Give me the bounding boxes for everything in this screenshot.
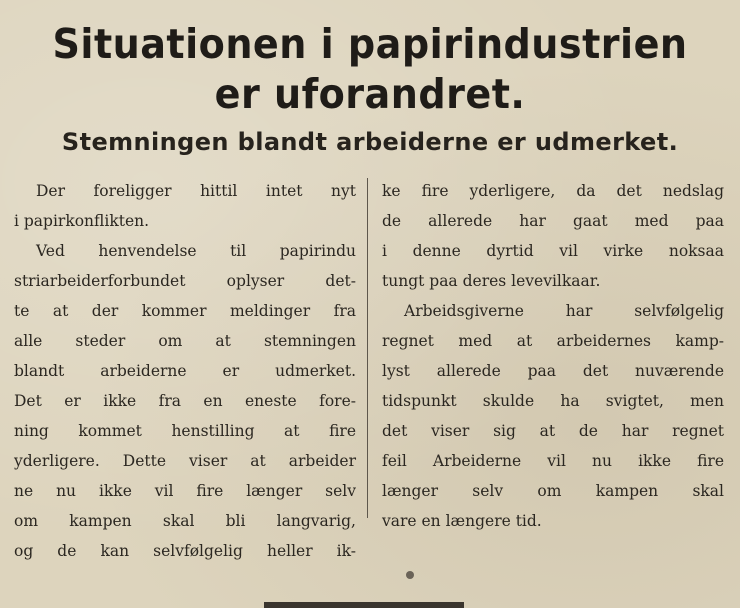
- column-divider: [367, 178, 368, 518]
- text-line: i papirkonflikten.: [14, 212, 150, 230]
- text-line: Ved henvendelse til papirindu: [36, 242, 356, 260]
- text-line: Det er ikke fra en eneste fore-: [14, 392, 356, 410]
- bottom-rule: [264, 602, 464, 608]
- headline-line-1: Situationen i papirindustrien: [52, 20, 688, 68]
- text-line: ning kommet henstilling at fire: [14, 422, 356, 440]
- subheadline: Stemningen blandt arbeiderne er udmerket.: [61, 128, 679, 156]
- text-line: og de kan selvfølgelig heller ik-: [14, 542, 356, 560]
- text-line: tungt paa deres levevilkaar.: [382, 272, 601, 290]
- text-line: ke fire yderligere, da det nedslag: [382, 182, 724, 200]
- text-line: regnet med at arbeidernes kamp-: [382, 332, 724, 350]
- text-line: vare en længere tid.: [382, 512, 542, 530]
- text-line: alle steder om at stemningen: [14, 332, 356, 350]
- text-line: striarbeiderforbundet oplyser det-: [14, 272, 356, 290]
- text-line: Arbeidsgiverne har selvfølgelig: [404, 302, 724, 320]
- text-line: længer selv om kampen skal: [382, 482, 724, 500]
- text-line: feil Arbeiderne vil nu ikke fire: [382, 452, 724, 470]
- text-line: de allerede har gaat med paa: [382, 212, 724, 230]
- text-line: om kampen skal bli langvarig,: [14, 512, 356, 530]
- text-line: Der foreligger hittil intet nyt: [36, 182, 356, 200]
- text-line: blandt arbeiderne er udmerket.: [14, 362, 356, 380]
- ink-dot: [406, 571, 414, 579]
- text-line: det viser sig at de har regnet: [382, 422, 724, 440]
- headline-line-2: er uforandret.: [214, 70, 526, 118]
- text-line: i denne dyrtid vil virke noksaa: [382, 242, 724, 260]
- right-column: [382, 176, 724, 536]
- text-line: tidspunkt skulde ha svigtet, men: [382, 392, 724, 410]
- left-column: [14, 176, 356, 566]
- text-line: te at der kommer meldinger fra: [14, 302, 356, 320]
- text-line: yderligere. Dette viser at arbeider: [14, 452, 356, 470]
- text-line: ne nu ikke vil fire længer selv: [14, 482, 356, 500]
- text-line: lyst allerede paa det nuværende: [382, 362, 724, 380]
